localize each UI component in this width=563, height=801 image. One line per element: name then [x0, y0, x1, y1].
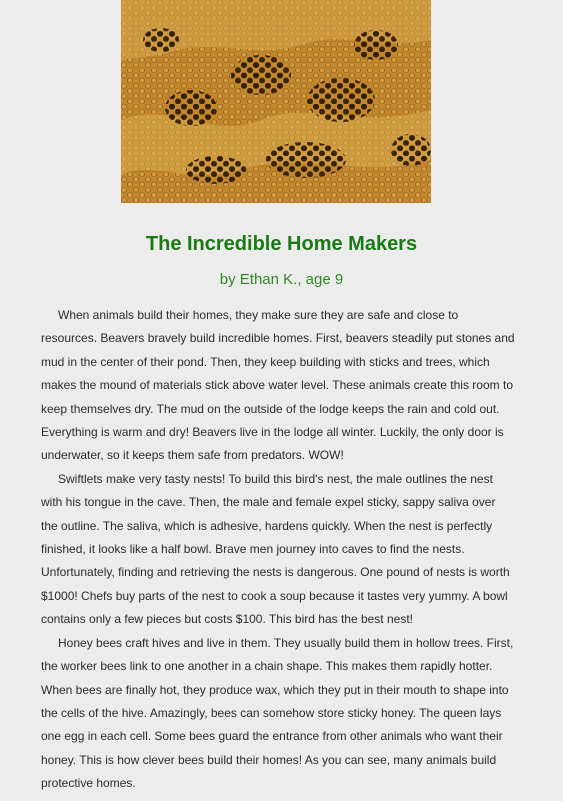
article-title: The Incredible Home Makers	[145, 233, 418, 255]
article-byline: by Ethan K., age 9	[219, 271, 344, 288]
paragraph-honey-bees: Honey bees craft hives and live in them. They usually build them in hollow trees. First, the worker bees link to one another in a chain shape. This makes them rapidly hotter. When bees are finally hot, they produce wax, which they put in their mouth to shape into the cells of the hive. Amazingly, bees can somehow store sticky honey. The queen lays one egg in each cell. Some bees guard the entrance from other animals who want their honey. This is how clever bees build their homes! As you can see, many animals build protective homes.	[41, 635, 514, 791]
article-body	[41, 304, 515, 796]
paragraph-beavers: When animals build their homes, they make sure they are safe and close to resources. Beavers bravely build incredible homes. First, beavers steadily put stones and mud in the center of their pond. Then, they keep building with sticks and trees, which makes the mound of materials stick above water level. These animals create this room to keep themselves dry. The mud on the outside of the lodge keeps the rain and cold out. Everything is warm and dry! Beavers live in the lodge all winter. Luckily, the only door is underwater, so it keeps them safe from predators. WOW!	[41, 308, 515, 463]
paragraph-swiftlets: Swiftlets make very tasty nests! To build this bird's nest, the male outlines the nest with his tongue in the cave. Then, the male and female expel sticky, sappy saliva over the outline. The saliva, which is adhesive, hardens quickly. When the nest is perfectly finished, it looks like a half bowl. Brave men journey into caves to find the nests. Unfortunately, finding and retrieving the nests is dangerous. One pound of nests is worth $1000! Chefs buy parts of the nest to cook a soup because it tastes very yummy. A bowl contains only a few pieces but costs $100. This bird has the best nest!	[41, 471, 510, 627]
honeycomb-image	[121, 0, 431, 203]
honeycomb-illustration	[121, 0, 431, 203]
